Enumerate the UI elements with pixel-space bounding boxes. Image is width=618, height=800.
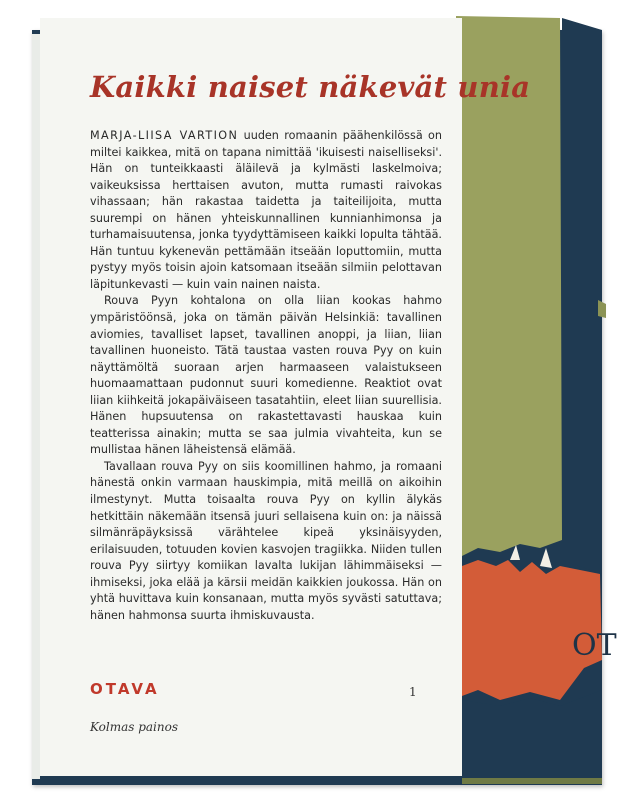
edition-note: Kolmas painos bbox=[90, 720, 178, 734]
book-title: Kaikki naiset näkevät unia bbox=[90, 70, 531, 104]
publisher-name: OTAVA bbox=[90, 680, 160, 698]
blurb-paragraph-1 bbox=[90, 128, 442, 293]
paragraph-1-text: uuden romaanin päähenkilössä on miltei kaikkea, mitä on tapana nimittää 'ikuisesti naiselliseksi'. Hän on tunteikkaasti äläilevä ja kylmästi laskelmoiva; vaikeuksissa herttaisen avuton, mutta rumasti raivokas vihassaan; hän rakastaa taidetta ja taiteilijoita, mutta suurempi on hänen yhteiskunnallinen kunnianhimonsa ja turhamaisuutensa, jonka tyydyttämiseen kaikki lopulta tähtää. Hän tuntuu kykenevän pettämään itseään loputtomiin, mutta pystyy myös toisin ajoin katsomaan itseään silmiin pelottavan läpitunkevasti — kuin vain nainen naista. bbox=[90, 129, 442, 291]
page-number: 1 bbox=[409, 685, 417, 699]
blurb-paragraph-3: Tavallaan rouva Pyy on siis koomillinen hahmo, ja romaani hänestä onkin varmaan hauskimpia, mitä meillä on aikoihin ilmestynyt. Mutta toisaalta rouva Pyy on kyllin älykäs hetkittäin näkemään itsensä juuri sellaisena kuin on: ja näissä silmänräpäyksissä värähtelee kipeä yksinäisyyden, erilaisuuden, totuuden kovien kasvojen tragiikka. Niiden tullen rouva Pyy siirtyy komiikan lavalta lukijan lähimmäiseksi — ihmiseksi, joka elää ja kärsii meidän kaikkien joukossa. Hän on yhtä huvittava kuin konsanaan, mutta myös syvästi satuttava; hänen hahmonsa suurta ihmiskuvausta. bbox=[90, 459, 442, 622]
blurb-text bbox=[90, 128, 442, 624]
blurb-paragraph-2: Rouva Pyyn kohtalona on olla liian kookas hahmo ympäristöönsä, joka on tämän päivän Helsinkiä: tavallinen aviomies, tavalliset lapset, tavallinen anoppi, ja liian, liian tavallinen huoneisto. Tätä taustaa vasten rouva Pyy on kuin näyttämöltä suoraan arjen harmaaseen valaistukseen huomaamattaan pudonnut suuri komedienne. Reaktiot ovat liian kiihkeitä jokapäiväiseen tasatahtiin, eleet liian suurellisia. Hänen hupsuutensa on rakastettavasti hauskaa kuin teatterissa ainakin; mutta se saa julmia vivahteita, kun se mullistaa hänen läheistensä elämää. bbox=[90, 294, 442, 457]
spine-publisher-letters: OT bbox=[572, 628, 617, 663]
cover-edge bbox=[32, 34, 40, 779]
author-name: MARJA-LIISA VARTION bbox=[90, 129, 239, 142]
navy-strip bbox=[562, 18, 602, 574]
